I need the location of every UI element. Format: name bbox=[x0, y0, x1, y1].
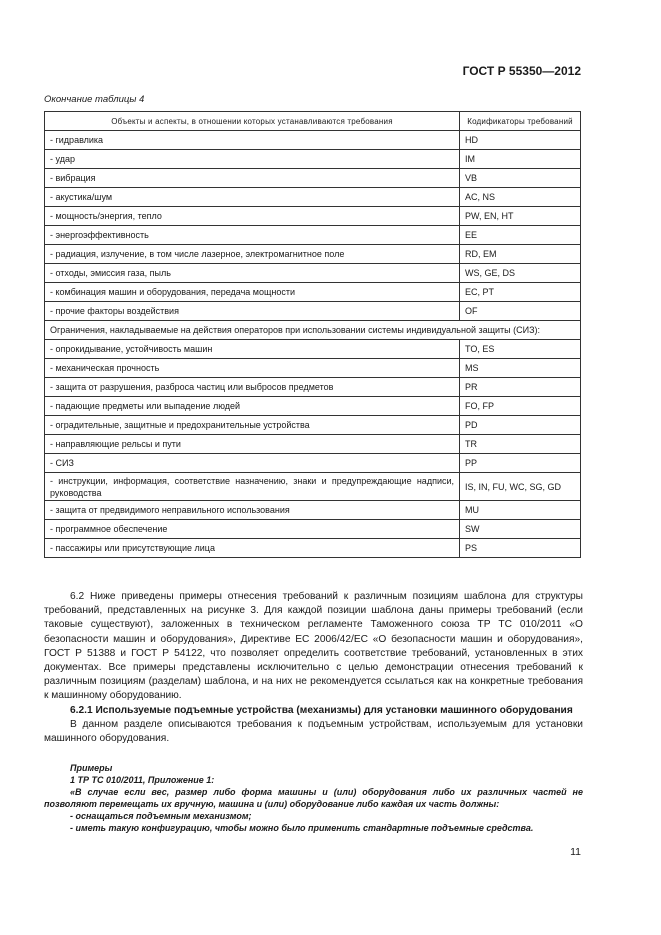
table-row bbox=[45, 264, 581, 283]
table-row bbox=[45, 454, 581, 473]
aspect-cell: - радиация, излучение, в том числе лазерное, электромагнитное поле bbox=[45, 245, 460, 264]
paragraph-6-2: 6.2 Ниже приведены примеры отнесения требований к различным позициям шаблона для структуры требований, представленных на рисунке 3. Для каждой позиции шаблона даны примеры требований (если таковые существуют), заложенных в техническом регламенте Таможенного союза ТР ТС 010/2011 «О безопасности машин и оборудования», Директиве ЕС 2006/42/ЕС «О безопасности машин и оборудования», ГОСТ Р 51388 и ГОСТ Р 54122, что позволяет определить соответствие требований, установленных в этих документах. Все примеры представлены исключительно с целью демонстрации отнесения требований к различным позициям (разделам) шаблона, и на них не рекомендуется ссылаться как на конкретные требования к машинному оборудованию. bbox=[44, 591, 583, 702]
aspect-cell: - защита от предвидимого неправильного использования bbox=[45, 501, 460, 520]
code-cell: WS, GE, DS bbox=[460, 264, 581, 283]
column-header-codes: Кодификаторы требований bbox=[460, 112, 581, 131]
code-cell: PR bbox=[460, 378, 581, 397]
aspect-cell: - мощность/энергия, тепло bbox=[45, 207, 460, 226]
code-cell: EC, PT bbox=[460, 283, 581, 302]
aspect-cell: - удар bbox=[45, 150, 460, 169]
page-number: 11 bbox=[570, 846, 581, 858]
code-cell: IS, IN, FU, WC, SG, GD bbox=[460, 473, 581, 501]
code-cell: MU bbox=[460, 501, 581, 520]
table-row bbox=[45, 150, 581, 169]
table-row bbox=[45, 501, 581, 520]
code-cell: PS bbox=[460, 539, 581, 558]
section-text bbox=[44, 590, 583, 746]
table-row bbox=[45, 321, 581, 340]
table-row bbox=[45, 302, 581, 321]
column-header-aspects: Объекты и аспекты, в отношении которых устанавливаются требования bbox=[45, 112, 460, 131]
code-cell: MS bbox=[460, 359, 581, 378]
table-row bbox=[45, 283, 581, 302]
examples-block bbox=[44, 762, 583, 834]
example-reference: 1 ТР ТС 010/2011, Приложение 1: bbox=[70, 775, 215, 785]
aspect-cell: - комбинация машин и оборудования, передача мощности bbox=[45, 283, 460, 302]
code-cell: RD, EM bbox=[460, 245, 581, 264]
code-cell: PW, EN, HT bbox=[460, 207, 581, 226]
code-cell: AC, NS bbox=[460, 188, 581, 207]
aspect-cell: - СИЗ bbox=[45, 454, 460, 473]
example-item-1: - оснащаться подъемным механизмом; bbox=[70, 811, 252, 821]
code-cell: TO, ES bbox=[460, 340, 581, 359]
code-cell: PP bbox=[460, 454, 581, 473]
aspect-cell: - отходы, эмиссия газа, пыль bbox=[45, 264, 460, 283]
table-row bbox=[45, 520, 581, 539]
table-row bbox=[45, 397, 581, 416]
aspect-cell: - оградительные, защитные и предохранительные устройства bbox=[45, 416, 460, 435]
code-cell: PD bbox=[460, 416, 581, 435]
aspect-cell: - падающие предметы или выпадение людей bbox=[45, 397, 460, 416]
table-header-row bbox=[45, 112, 581, 131]
table-body bbox=[45, 131, 581, 558]
code-cell: OF bbox=[460, 302, 581, 321]
aspect-cell: - механическая прочность bbox=[45, 359, 460, 378]
aspect-cell: - пассажиры или присутствующие лица bbox=[45, 539, 460, 558]
aspect-cell: - акустика/шум bbox=[45, 188, 460, 207]
aspect-cell: - гидравлика bbox=[45, 131, 460, 150]
aspect-cell: - защита от разрушения, разброса частиц или выбросов предметов bbox=[45, 378, 460, 397]
aspect-cell: - инструкции, информация, соответствие назначению, знаки и предупреждающие надписи, руководства bbox=[45, 473, 460, 501]
aspect-cell: - вибрация bbox=[45, 169, 460, 188]
code-cell: TR bbox=[460, 435, 581, 454]
table-row bbox=[45, 416, 581, 435]
code-cell: VB bbox=[460, 169, 581, 188]
table-row bbox=[45, 131, 581, 150]
requirements-table bbox=[44, 111, 581, 558]
aspect-cell: - направляющие рельсы и пути bbox=[45, 435, 460, 454]
code-cell: SW bbox=[460, 520, 581, 539]
table-row bbox=[45, 207, 581, 226]
aspect-cell: - прочие факторы воздействия bbox=[45, 302, 460, 321]
code-cell: FO, FP bbox=[460, 397, 581, 416]
table-row bbox=[45, 340, 581, 359]
aspect-cell: - программное обеспечение bbox=[45, 520, 460, 539]
example-quote: «В случае если вес, размер либо форма машины и (или) оборудования либо их различных частей не позволяют перемещать их вручную, машина и (или) оборудование либо каждая их часть должны: bbox=[44, 787, 583, 809]
code-cell: IM bbox=[460, 150, 581, 169]
paragraph-6-2-1: В данном разделе описываются требования к подъемным устройствам, используемым для установки машинного оборудования. bbox=[44, 718, 583, 745]
table-row bbox=[45, 359, 581, 378]
table-row bbox=[45, 435, 581, 454]
heading-6-2-1: 6.2.1 Используемые подъемные устройства (механизмы) для установки машинного оборудования bbox=[70, 704, 573, 716]
table-row bbox=[45, 188, 581, 207]
example-item-2: - иметь такую конфигурацию, чтобы можно было применить стандартные подъемные средства. bbox=[70, 823, 534, 833]
table-row bbox=[45, 226, 581, 245]
table-row bbox=[45, 378, 581, 397]
code-cell: HD bbox=[460, 131, 581, 150]
table-row bbox=[45, 473, 581, 501]
table-row bbox=[45, 539, 581, 558]
aspect-cell: - опрокидывание, устойчивость машин bbox=[45, 340, 460, 359]
table-group-heading: Ограничения, накладываемые на действия операторов при использовании системы индивидуальной защиты (СИЗ): bbox=[45, 321, 581, 340]
table-row bbox=[45, 245, 581, 264]
table-caption: Окончание таблицы 4 bbox=[44, 94, 145, 105]
table-row bbox=[45, 169, 581, 188]
examples-title: Примеры bbox=[70, 763, 113, 773]
aspect-cell: - энергоэффективность bbox=[45, 226, 460, 245]
standard-number: ГОСТ Р 55350—2012 bbox=[462, 64, 581, 78]
code-cell: EE bbox=[460, 226, 581, 245]
